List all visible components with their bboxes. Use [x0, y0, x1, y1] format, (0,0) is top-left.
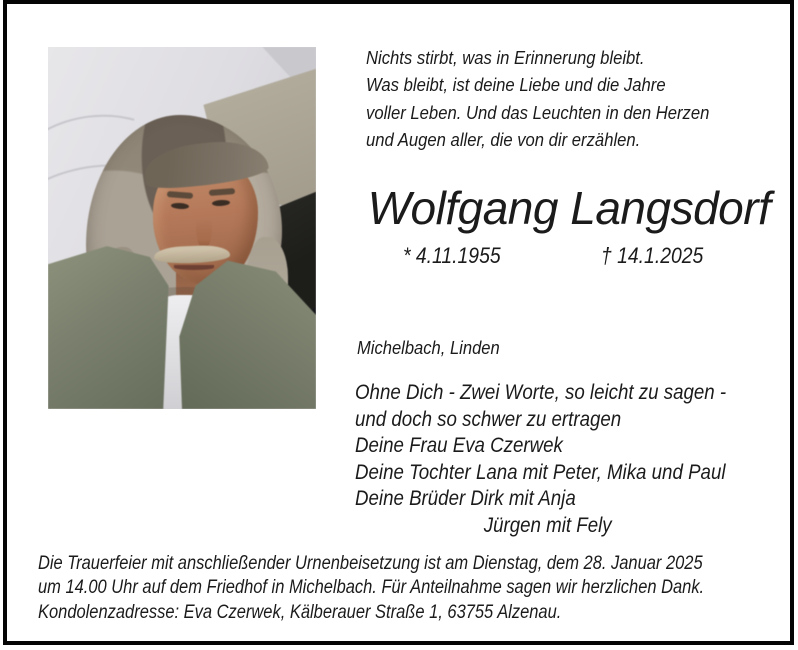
family-line: und doch so schwer zu ertragen	[355, 406, 622, 431]
family-line: Deine Frau Eva Czerwek	[355, 433, 563, 458]
family-line: Ohne Dich - Zwei Worte, so leicht zu sagen -	[355, 380, 727, 404]
location-line: Michelbach, Linden	[357, 338, 500, 358]
family-line: Deine Tochter Lana mit Peter, Mika und Paul	[355, 459, 726, 484]
family-line-indented: Jürgen mit Fely	[483, 512, 612, 537]
quote-line: und Augen aller, die von dir erzählen.	[366, 128, 641, 150]
quote-line: Was bleibt, ist deine Liebe und die Jahre	[366, 74, 666, 96]
memorial-quote	[366, 44, 709, 153]
funeral-line: Die Trauerfeier mit anschließender Urnenbeisetzung ist am Dienstag, dem 28. Januar 2025	[38, 552, 703, 574]
quote-line: Nichts stirbt, was in Erinnerung bleibt.	[366, 47, 645, 68]
mouth	[174, 265, 214, 270]
death-date: † 14.1.2025	[601, 243, 704, 268]
funeral-line: um 14.00 Uhr auf dem Friedhof in Michelbach. Für Anteilnahme sagen wir herzlichen Dank.	[38, 576, 705, 599]
quote-line: voller Leben. Und das Leuchten in den Herzen	[366, 101, 710, 123]
funeral-details	[38, 551, 704, 624]
deceased-name: Wolfgang Langsdorf	[367, 182, 771, 234]
family-line: Deine Brüder Dirk mit Anja	[355, 486, 576, 511]
birth-date: * 4.11.1955	[403, 243, 501, 268]
family-message	[355, 379, 726, 539]
photo-art	[48, 47, 316, 409]
portrait-photo	[48, 47, 316, 409]
funeral-line: Kondolenzadresse: Eva Czerwek, Kälberauer Straße 1, 63755 Alzenau.	[38, 600, 562, 623]
